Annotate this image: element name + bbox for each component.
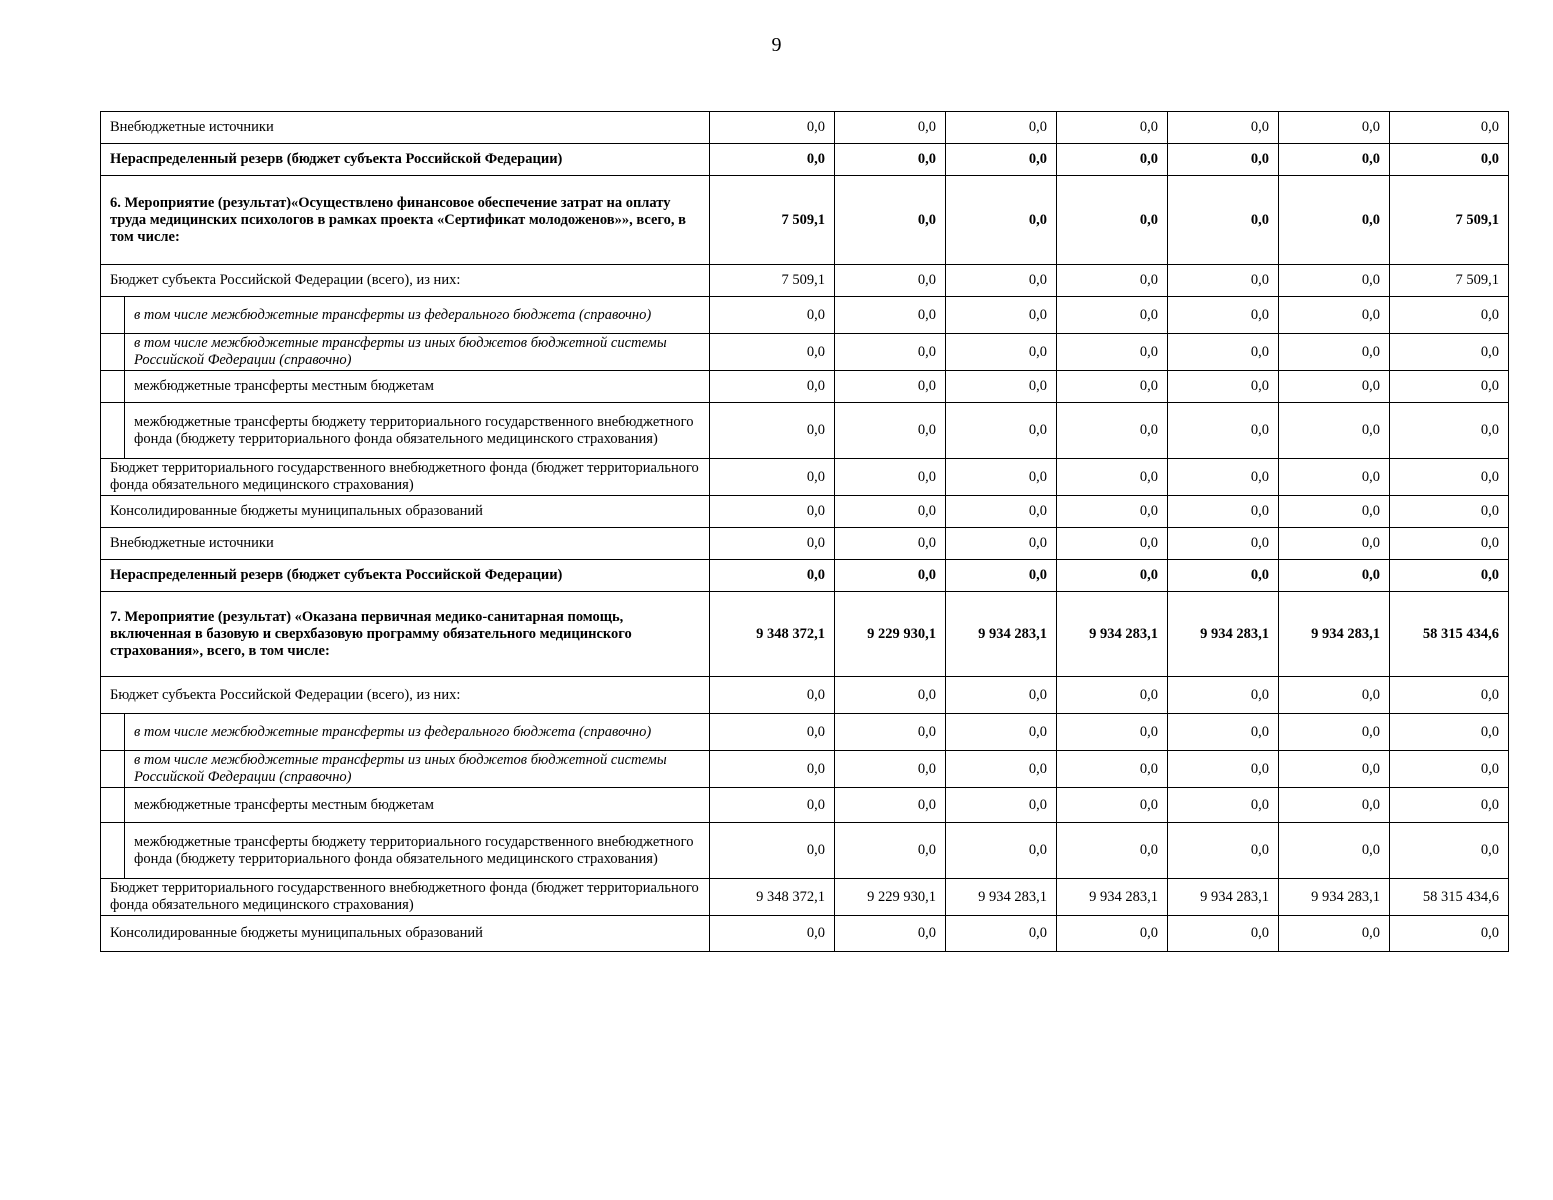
- value-cell: 0,0: [1390, 496, 1509, 528]
- value-cell: 0,0: [710, 528, 835, 560]
- row-label: Внебюджетные источники: [101, 528, 710, 560]
- indent-cell: [101, 334, 125, 371]
- indent-cell: [101, 751, 125, 788]
- value-cell: 0,0: [1279, 916, 1390, 952]
- value-cell: 0,0: [1279, 334, 1390, 371]
- value-cell: 0,0: [1279, 751, 1390, 788]
- value-cell: 0,0: [835, 751, 946, 788]
- value-cell: 0,0: [835, 459, 946, 496]
- value-cell: 0,0: [946, 823, 1057, 879]
- value-cell: 0,0: [1279, 459, 1390, 496]
- value-cell: 0,0: [835, 788, 946, 823]
- value-cell: 0,0: [1168, 265, 1279, 297]
- value-cell: 0,0: [710, 496, 835, 528]
- value-cell: 0,0: [946, 528, 1057, 560]
- value-cell: 0,0: [1279, 496, 1390, 528]
- value-cell: 9 348 372,1: [710, 592, 835, 677]
- value-cell: 7 509,1: [710, 176, 835, 265]
- value-cell: 0,0: [710, 371, 835, 403]
- value-cell: 9 229 930,1: [835, 592, 946, 677]
- value-cell: 0,0: [710, 403, 835, 459]
- value-cell: 0,0: [1168, 144, 1279, 176]
- row-label: в том числе межбюджетные трансферты из иных бюджетов бюджетной системы Российской Федерации (справочно): [125, 751, 710, 788]
- table-row: [101, 751, 1509, 788]
- indent-cell: [101, 403, 125, 459]
- value-cell: 0,0: [835, 265, 946, 297]
- value-cell: 0,0: [1390, 528, 1509, 560]
- value-cell: 0,0: [835, 144, 946, 176]
- row-label: Бюджет территориального государственного внебюджетного фонда (бюджет территориального фонда обязательного медицинского страхования): [101, 879, 710, 916]
- value-cell: 0,0: [835, 176, 946, 265]
- table-row: [101, 788, 1509, 823]
- indent-cell: [101, 297, 125, 334]
- value-cell: 0,0: [1279, 371, 1390, 403]
- value-cell: 9 934 283,1: [946, 879, 1057, 916]
- value-cell: 0,0: [946, 265, 1057, 297]
- value-cell: 0,0: [1168, 176, 1279, 265]
- value-cell: 0,0: [710, 297, 835, 334]
- value-cell: 0,0: [1390, 371, 1509, 403]
- table-row: [101, 112, 1509, 144]
- value-cell: 0,0: [710, 714, 835, 751]
- table-row: [101, 560, 1509, 592]
- value-cell: 0,0: [1057, 297, 1168, 334]
- value-cell: 0,0: [1057, 112, 1168, 144]
- value-cell: 0,0: [1057, 788, 1168, 823]
- indent-cell: [101, 714, 125, 751]
- value-cell: 0,0: [1168, 677, 1279, 714]
- table-row: [101, 677, 1509, 714]
- value-cell: 0,0: [1279, 677, 1390, 714]
- row-label: Консолидированные бюджеты муниципальных образований: [101, 496, 710, 528]
- row-label: Бюджет субъекта Российской Федерации (всего), из них:: [101, 265, 710, 297]
- row-label: в том числе межбюджетные трансферты из федерального бюджета (справочно): [125, 714, 710, 751]
- value-cell: 0,0: [946, 496, 1057, 528]
- table-row: [101, 459, 1509, 496]
- table-row: [101, 714, 1509, 751]
- value-cell: 0,0: [1390, 714, 1509, 751]
- value-cell: 0,0: [946, 714, 1057, 751]
- value-cell: 0,0: [835, 560, 946, 592]
- value-cell: 9 934 283,1: [1168, 879, 1279, 916]
- value-cell: 0,0: [710, 112, 835, 144]
- value-cell: 0,0: [1057, 403, 1168, 459]
- table-row: [101, 528, 1509, 560]
- value-cell: 0,0: [1279, 297, 1390, 334]
- value-cell: 0,0: [1057, 371, 1168, 403]
- value-cell: 0,0: [946, 788, 1057, 823]
- value-cell: 0,0: [1168, 459, 1279, 496]
- value-cell: 0,0: [1279, 403, 1390, 459]
- table-row: [101, 592, 1509, 677]
- row-label: 6. Мероприятие (результат)«Осуществлено финансовое обеспечение затрат на оплату труда медицинских психологов в рамках проекта «Сертификат молодоженов»», всего, в том числе:: [101, 176, 710, 265]
- value-cell: 0,0: [1279, 176, 1390, 265]
- value-cell: 0,0: [946, 459, 1057, 496]
- value-cell: 0,0: [1057, 144, 1168, 176]
- value-cell: 0,0: [1057, 916, 1168, 952]
- value-cell: 0,0: [1057, 265, 1168, 297]
- value-cell: 9 934 283,1: [1279, 879, 1390, 916]
- value-cell: 7 509,1: [710, 265, 835, 297]
- value-cell: 0,0: [1279, 788, 1390, 823]
- value-cell: 0,0: [1390, 459, 1509, 496]
- value-cell: 0,0: [1057, 334, 1168, 371]
- value-cell: 0,0: [835, 496, 946, 528]
- value-cell: 9 229 930,1: [835, 879, 946, 916]
- value-cell: 0,0: [1279, 560, 1390, 592]
- row-label: Нераспределенный резерв (бюджет субъекта Российской Федерации): [101, 560, 710, 592]
- value-cell: 9 348 372,1: [710, 879, 835, 916]
- table-row: [101, 496, 1509, 528]
- value-cell: 0,0: [1057, 714, 1168, 751]
- value-cell: 0,0: [946, 297, 1057, 334]
- value-cell: 0,0: [1168, 496, 1279, 528]
- value-cell: 0,0: [946, 334, 1057, 371]
- value-cell: 0,0: [1279, 714, 1390, 751]
- value-cell: 0,0: [946, 677, 1057, 714]
- value-cell: 0,0: [1390, 751, 1509, 788]
- value-cell: 0,0: [1168, 112, 1279, 144]
- value-cell: 0,0: [1390, 677, 1509, 714]
- row-label: в том числе межбюджетные трансферты из федерального бюджета (справочно): [125, 297, 710, 334]
- value-cell: 0,0: [1057, 560, 1168, 592]
- value-cell: 0,0: [835, 112, 946, 144]
- value-cell: 0,0: [1057, 459, 1168, 496]
- value-cell: 0,0: [1390, 144, 1509, 176]
- row-label: межбюджетные трансферты бюджету территориального государственного внебюджетного фонда (бюджету территориального фонда обязательного медицинского страхования): [125, 823, 710, 879]
- table-row: [101, 403, 1509, 459]
- value-cell: 7 509,1: [1390, 176, 1509, 265]
- value-cell: 0,0: [946, 403, 1057, 459]
- value-cell: 7 509,1: [1390, 265, 1509, 297]
- value-cell: 0,0: [1168, 714, 1279, 751]
- value-cell: 0,0: [1279, 144, 1390, 176]
- value-cell: 0,0: [946, 751, 1057, 788]
- row-label: в том числе межбюджетные трансферты из иных бюджетов бюджетной системы Российской Федерации (справочно): [125, 334, 710, 371]
- value-cell: 9 934 283,1: [1057, 879, 1168, 916]
- value-cell: 0,0: [1390, 788, 1509, 823]
- table-row: [101, 823, 1509, 879]
- value-cell: 0,0: [1279, 823, 1390, 879]
- value-cell: 0,0: [1279, 528, 1390, 560]
- value-cell: 9 934 283,1: [1168, 592, 1279, 677]
- value-cell: 9 934 283,1: [1057, 592, 1168, 677]
- value-cell: 0,0: [835, 714, 946, 751]
- row-label: межбюджетные трансферты местным бюджетам: [125, 371, 710, 403]
- value-cell: 0,0: [1279, 265, 1390, 297]
- row-label: Консолидированные бюджеты муниципальных образований: [101, 916, 710, 952]
- row-label: 7. Мероприятие (результат) «Оказана первичная медико-санитарная помощь, включенная в базовую и сверхбазовую программу обязательного медицинского страхования», всего, в том числе:: [101, 592, 710, 677]
- row-label: Бюджет территориального государственного внебюджетного фонда (бюджет территориального фонда обязательного медицинского страхования): [101, 459, 710, 496]
- table-row: [101, 334, 1509, 371]
- value-cell: 0,0: [1168, 916, 1279, 952]
- value-cell: 0,0: [1168, 297, 1279, 334]
- value-cell: 0,0: [1168, 371, 1279, 403]
- table-row: [101, 144, 1509, 176]
- value-cell: 58 315 434,6: [1390, 879, 1509, 916]
- row-label: межбюджетные трансферты бюджету территориального государственного внебюджетного фонда (бюджету территориального фонда обязательного медицинского страхования): [125, 403, 710, 459]
- value-cell: 0,0: [946, 144, 1057, 176]
- table-row: [101, 371, 1509, 403]
- value-cell: 0,0: [1390, 334, 1509, 371]
- value-cell: 0,0: [835, 823, 946, 879]
- budget-table-body: [101, 112, 1509, 952]
- value-cell: 0,0: [1057, 751, 1168, 788]
- table-row: [101, 916, 1509, 952]
- row-label: межбюджетные трансферты местным бюджетам: [125, 788, 710, 823]
- value-cell: 0,0: [710, 751, 835, 788]
- value-cell: 0,0: [710, 677, 835, 714]
- value-cell: 0,0: [946, 560, 1057, 592]
- value-cell: 0,0: [710, 560, 835, 592]
- value-cell: 0,0: [835, 528, 946, 560]
- value-cell: 0,0: [835, 677, 946, 714]
- value-cell: 0,0: [1390, 560, 1509, 592]
- value-cell: 0,0: [1168, 560, 1279, 592]
- value-cell: 0,0: [1390, 297, 1509, 334]
- value-cell: 0,0: [1057, 677, 1168, 714]
- indent-cell: [101, 371, 125, 403]
- value-cell: 9 934 283,1: [946, 592, 1057, 677]
- table-row: [101, 297, 1509, 334]
- value-cell: 0,0: [1057, 496, 1168, 528]
- value-cell: 0,0: [1390, 112, 1509, 144]
- value-cell: 0,0: [710, 788, 835, 823]
- value-cell: 0,0: [1168, 334, 1279, 371]
- value-cell: 0,0: [710, 144, 835, 176]
- value-cell: 0,0: [1168, 823, 1279, 879]
- value-cell: 0,0: [946, 371, 1057, 403]
- value-cell: 0,0: [835, 371, 946, 403]
- value-cell: 0,0: [1057, 176, 1168, 265]
- value-cell: 0,0: [946, 112, 1057, 144]
- value-cell: 0,0: [1168, 528, 1279, 560]
- indent-cell: [101, 823, 125, 879]
- value-cell: 0,0: [835, 334, 946, 371]
- value-cell: 0,0: [1390, 823, 1509, 879]
- value-cell: 0,0: [1390, 916, 1509, 952]
- value-cell: 0,0: [1168, 751, 1279, 788]
- table-row: [101, 265, 1509, 297]
- value-cell: 0,0: [835, 297, 946, 334]
- page-number: 9: [771, 34, 782, 56]
- table-row: [101, 879, 1509, 916]
- value-cell: 0,0: [710, 916, 835, 952]
- value-cell: 0,0: [835, 916, 946, 952]
- value-cell: 58 315 434,6: [1390, 592, 1509, 677]
- table-row: [101, 176, 1509, 265]
- value-cell: 0,0: [1390, 403, 1509, 459]
- value-cell: 0,0: [835, 403, 946, 459]
- value-cell: 0,0: [1168, 403, 1279, 459]
- budget-table: [100, 111, 1509, 952]
- value-cell: 9 934 283,1: [1279, 592, 1390, 677]
- value-cell: 0,0: [1057, 528, 1168, 560]
- value-cell: 0,0: [1279, 112, 1390, 144]
- value-cell: 0,0: [946, 176, 1057, 265]
- row-label: Внебюджетные источники: [101, 112, 710, 144]
- row-label: Нераспределенный резерв (бюджет субъекта Российской Федерации): [101, 144, 710, 176]
- value-cell: 0,0: [710, 823, 835, 879]
- value-cell: 0,0: [1057, 823, 1168, 879]
- indent-cell: [101, 788, 125, 823]
- row-label: Бюджет субъекта Российской Федерации (всего), из них:: [101, 677, 710, 714]
- value-cell: 0,0: [710, 459, 835, 496]
- value-cell: 0,0: [710, 334, 835, 371]
- value-cell: 0,0: [946, 916, 1057, 952]
- value-cell: 0,0: [1168, 788, 1279, 823]
